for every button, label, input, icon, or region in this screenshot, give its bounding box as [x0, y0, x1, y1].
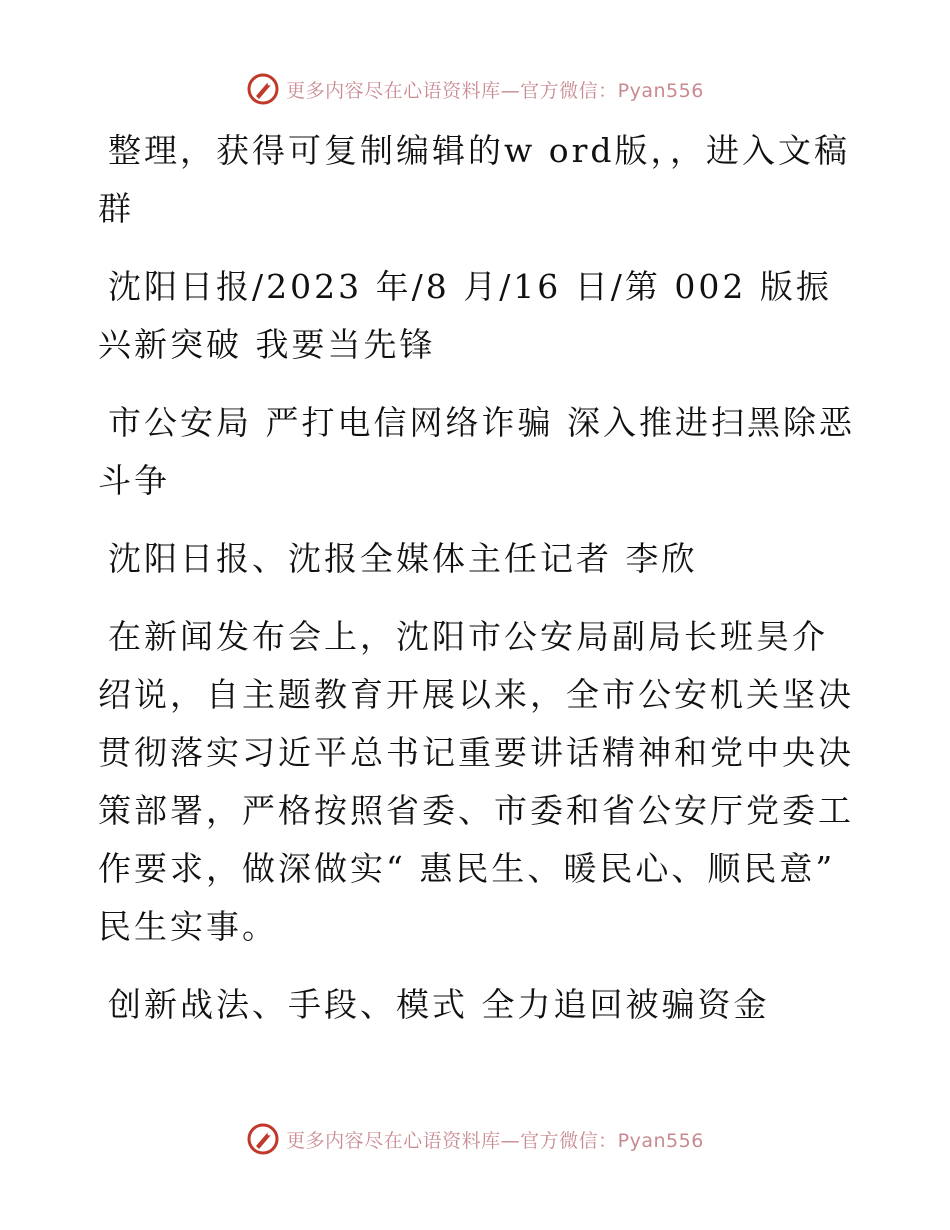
pen-nib-circle-icon: [246, 72, 280, 106]
watermark-text: 更多内容尽在心语资料库—官方微信：Pyan556: [286, 1129, 704, 1152]
paragraph: 市公安局 严打电信网络诈骗 深入推进扫黑除恶斗争: [98, 403, 855, 500]
pen-nib-circle-icon: [246, 1122, 280, 1156]
watermark-text: 更多内容尽在心语资料库—官方微信：Pyan556: [286, 79, 704, 102]
paragraph: 整理，获得可复制编辑的w ord版，，进入文稿群: [98, 131, 851, 228]
paragraph: 沈阳日报、沈报全媒体主任记者 李欣: [108, 539, 698, 578]
document-body: [98, 122, 858, 1054]
header-watermark-banner: [0, 72, 950, 106]
paragraph: 在新闻发布会上，沈阳市公安局副局长班昊介绍说，自主题教育开展以来，全市公安机关坚决贯彻落实习近平总书记重要讲话精神和党中央决策部署，严格按照省委、市委和省公安厅党委工作要求，做深做实“ 惠民生、暖民心、顺民意” 民生实事。: [98, 617, 854, 946]
paragraph: 沈阳日报/2023 年/8 月/16 日/第 002 版振兴新突破 我要当先锋: [98, 267, 832, 364]
paragraph: 创新战法、手段、模式 全力追回被骗资金: [108, 985, 770, 1024]
footer-watermark-banner: [0, 1122, 950, 1156]
